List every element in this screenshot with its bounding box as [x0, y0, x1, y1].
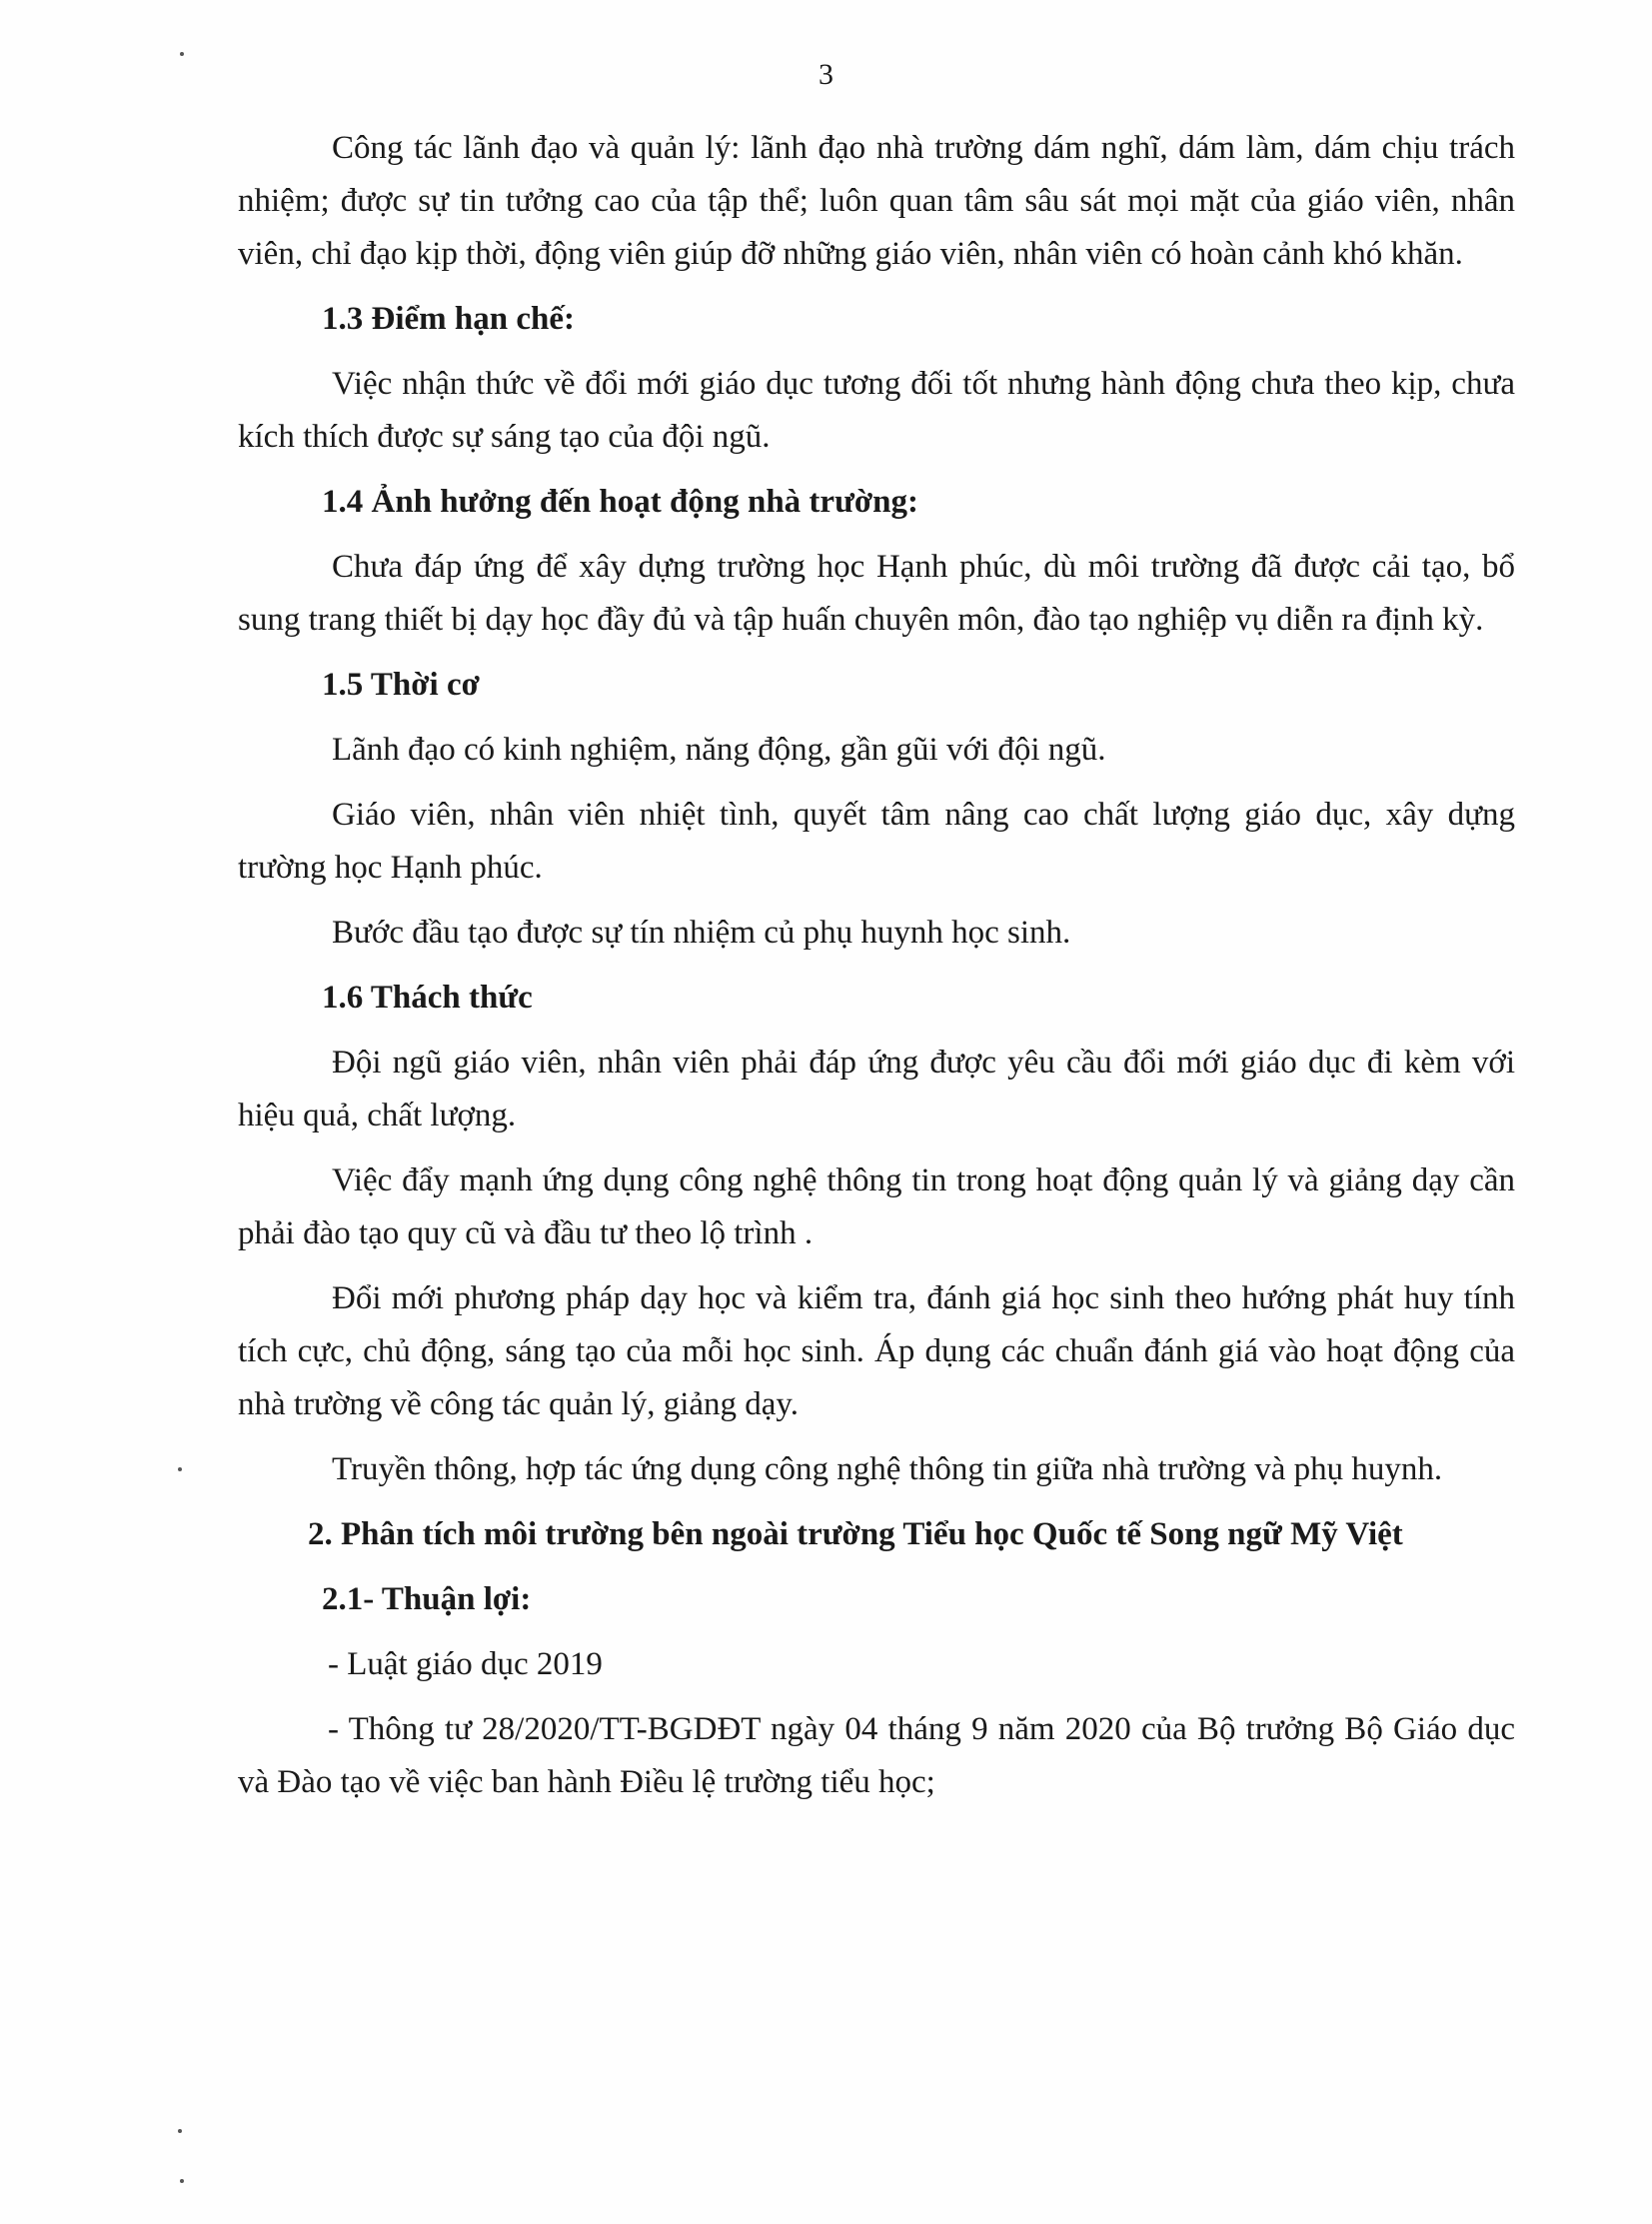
paragraph-opportunity-3: Bước đầu tạo được sự tín nhiệm củ phụ huynh học sinh. [332, 915, 1071, 951]
heading-challenges: 1.6 Thách thức [322, 980, 533, 1016]
paragraph-challenge-3: Đổi mới phương pháp dạy học và kiểm tra, đánh giá học sinh theo hướng phát huy tính tích cực, chủ động, sáng tạo của mỗi học sinh. Áp dụng các chuẩn đánh giá vào hoạt động của nhà trường về công tác quản lý, giảng dạy. [238, 1280, 1515, 1422]
paragraph-challenge-1: Đội ngũ giáo viên, nhân viên phải đáp ứng được yêu cầu đổi mới giáo dục đi kèm với hiệu quả, chất lượng. [238, 1045, 1515, 1133]
scan-speck [178, 1467, 182, 1471]
page-number: 3 [819, 58, 833, 91]
paragraph-limitations: Việc nhận thức về đổi mới giáo dục tương đối tốt nhưng hành động chưa theo kịp, chưa kích thích được sự sáng tạo của đội ngũ. [238, 366, 1515, 455]
heading-limitations: 1.3 Điểm hạn chế: [322, 301, 575, 337]
paragraph-leadership: Công tác lãnh đạo và quản lý: lãnh đạo nhà trường dám nghĩ, dám làm, dám chịu trách nhiệm; được sự tin tưởng cao của tập thể; luôn quan tâm sâu sát mọi mặt của giáo viên, nhân viên, chỉ đạo kịp thời, động viên giúp đỡ những giáo viên, nhân viên có hoàn cảnh khó khăn. [238, 130, 1515, 272]
paragraph-challenge-4: Truyền thông, hợp tác ứng dụng công nghệ thông tin giữa nhà trường và phụ huynh. [332, 1451, 1443, 1487]
paragraph-challenge-2: Việc đẩy mạnh ứng dụng công nghệ thông tin trong hoạt động quản lý và giảng dạy cần phải đào tạo quy cũ và đầu tư theo lộ trình . [238, 1162, 1515, 1251]
document-body [238, 122, 1515, 1809]
heading-external-analysis: 2. Phân tích môi trường bên ngoài trường Tiểu học Quốc tế Song ngữ Mỹ Việt [308, 1516, 1403, 1552]
heading-advantages: 2.1- Thuận lợi: [322, 1581, 532, 1617]
scan-speck [178, 2129, 182, 2133]
paragraph-impact: Chưa đáp ứng để xây dựng trường học Hạnh phúc, dù môi trường đã được cải tạo, bổ sung trang thiết bị dạy học đầy đủ và tập huấn chuyên môn, đào tạo nghiệp vụ diễn ra định kỳ. [238, 549, 1515, 638]
scan-speck [180, 2179, 184, 2183]
paragraph-opportunity-1: Lãnh đạo có kinh nghiệm, năng động, gần gũi với đội ngũ. [332, 732, 1106, 768]
heading-impact: 1.4 Ảnh hưởng đến hoạt động nhà trường: [322, 484, 918, 520]
scan-speck [180, 52, 184, 56]
heading-opportunities: 1.5 Thời cơ [322, 667, 480, 703]
list-item-law: - Luật giáo dục 2019 [328, 1646, 603, 1682]
paragraph-opportunity-2: Giáo viên, nhân viên nhiệt tình, quyết tâm nâng cao chất lượng giáo dục, xây dựng trường học Hạnh phúc. [238, 797, 1515, 886]
list-item-circular: - Thông tư 28/2020/TT-BGDĐT ngày 04 tháng 9 năm 2020 của Bộ trưởng Bộ Giáo dục và Đào tạo về việc ban hành Điều lệ trường tiểu học; [238, 1711, 1515, 1800]
